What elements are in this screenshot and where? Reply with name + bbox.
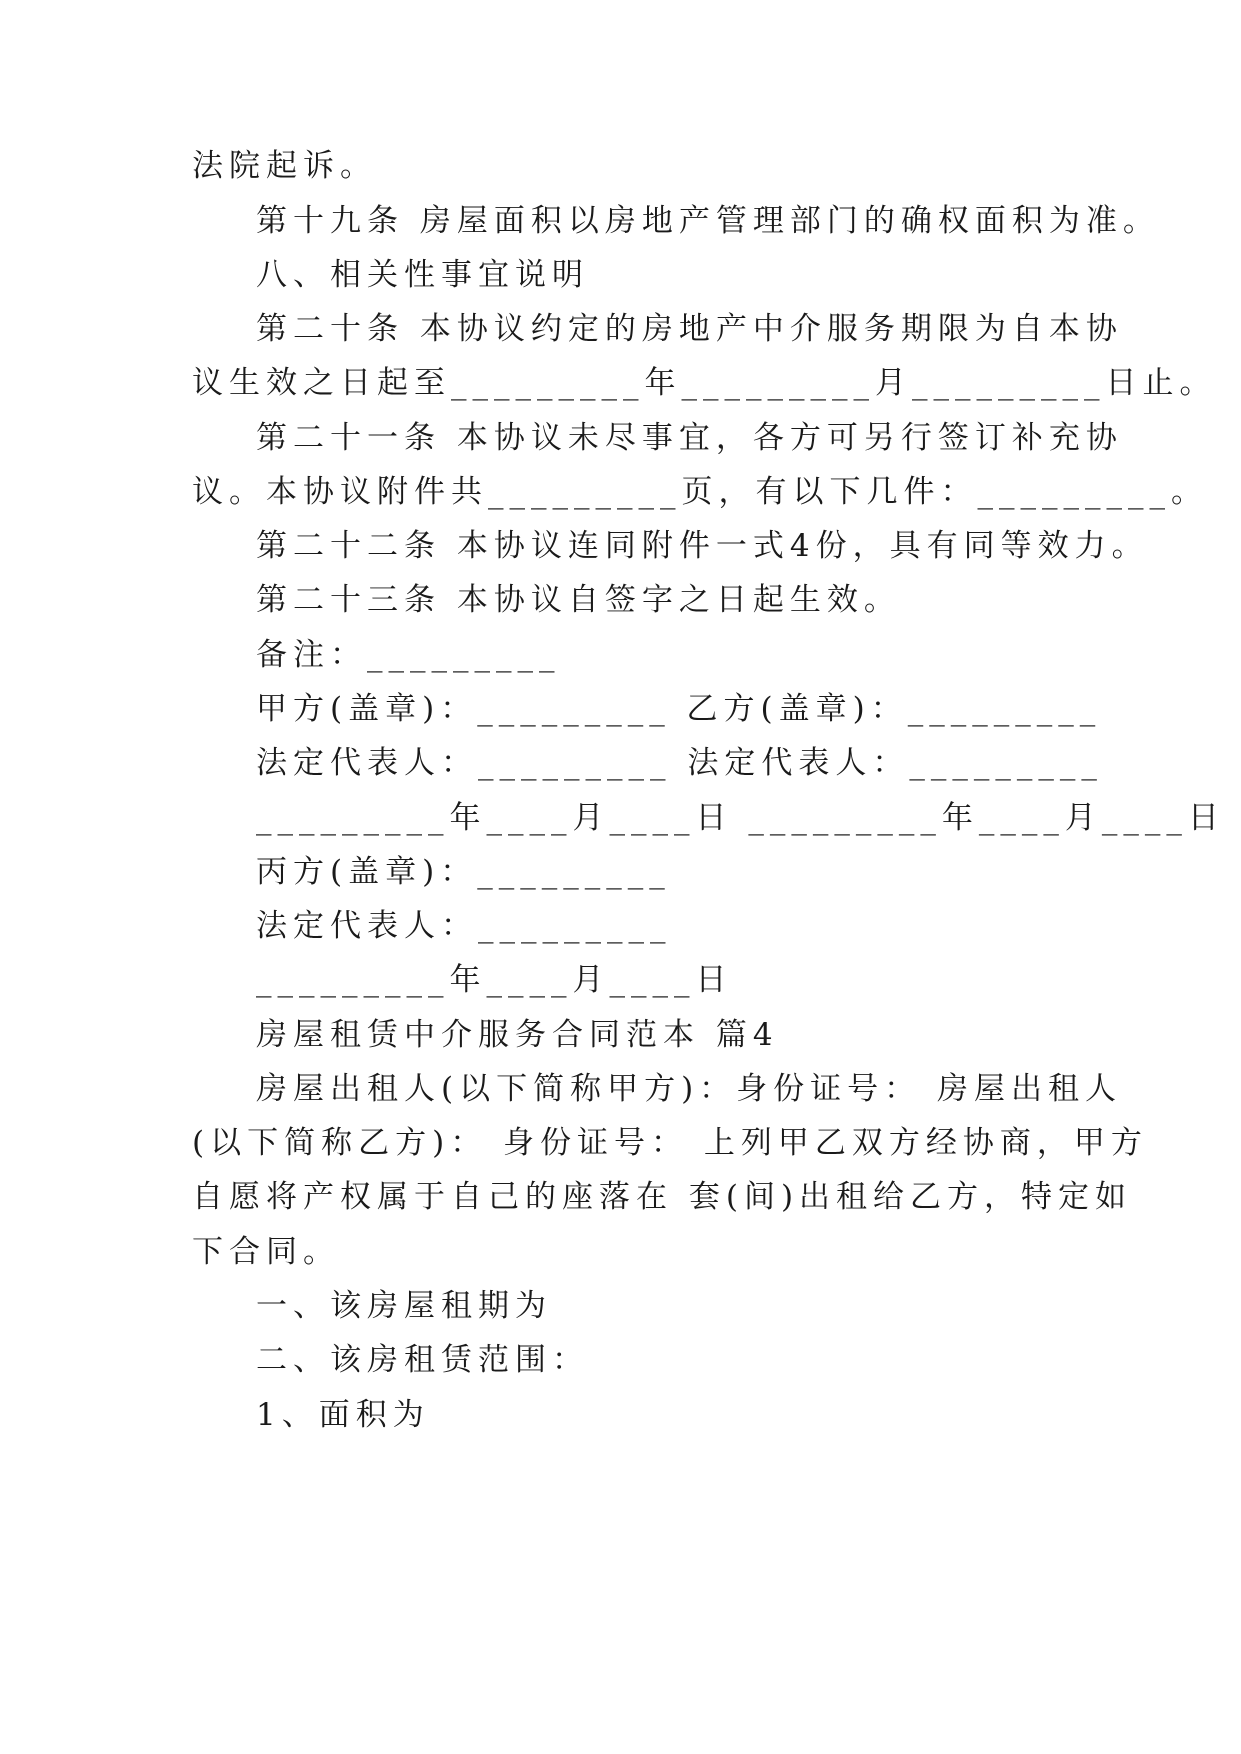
text-line: 一、该房屋租期为 (256, 1288, 552, 1324)
text-line: 法院起诉。 (192, 148, 377, 184)
text-line: 1、面积为 (256, 1397, 430, 1433)
text-line: 第二十条 本协议约定的房地产中介服务期限为自本协 (256, 311, 1123, 347)
date-line: _________年____月____日 _________年____月____日 (256, 800, 1225, 836)
signature-line: 法定代表人：_________ 法定代表人：_________ (256, 745, 1103, 781)
text-line: 第二十一条 本协议未尽事宜，各方可另行签订补充协 (256, 420, 1123, 456)
text-line: 二、该房租赁范围： (256, 1342, 589, 1378)
section-heading: 八、相关性事宜说明 (256, 257, 589, 293)
text-line: 第二十二条 本协议连同附件一式4份，具有同等效力。 (256, 528, 1149, 564)
text-line: 房屋出租人(以下简称甲方)：身份证号： 房屋出租人 (256, 1071, 1123, 1107)
text-line: 议生效之日起至_________年_________月_________日止。 (192, 365, 1217, 401)
text-line: 第十九条 房屋面积以房地产管理部门的确权面积为准。 (256, 203, 1160, 239)
signature-line: 丙方(盖章)：_________ (256, 854, 671, 890)
signature-line: 甲方(盖章)：_________ 乙方(盖章)：_________ (256, 691, 1102, 727)
date-line: _________年____月____日 (256, 962, 733, 998)
text-line: 自愿将产权属于自己的座落在 套(间)出租给乙方，特定如 (192, 1179, 1133, 1215)
text-line: 第二十三条 本协议自签字之日起生效。 (256, 582, 901, 618)
text-line: 议。本协议附件共_________页，有以下几件：_________。 (192, 474, 1208, 510)
remarks-line: 备注：_________ (256, 637, 561, 673)
text-line: 下合同。 (192, 1234, 340, 1270)
signature-line: 法定代表人：_________ (256, 908, 672, 944)
text-line: (以下简称乙方)： 身份证号： 上列甲乙双方经协商，甲方 (192, 1125, 1148, 1161)
section-title: 房屋租赁中介服务合同范本 篇4 (256, 1017, 779, 1053)
